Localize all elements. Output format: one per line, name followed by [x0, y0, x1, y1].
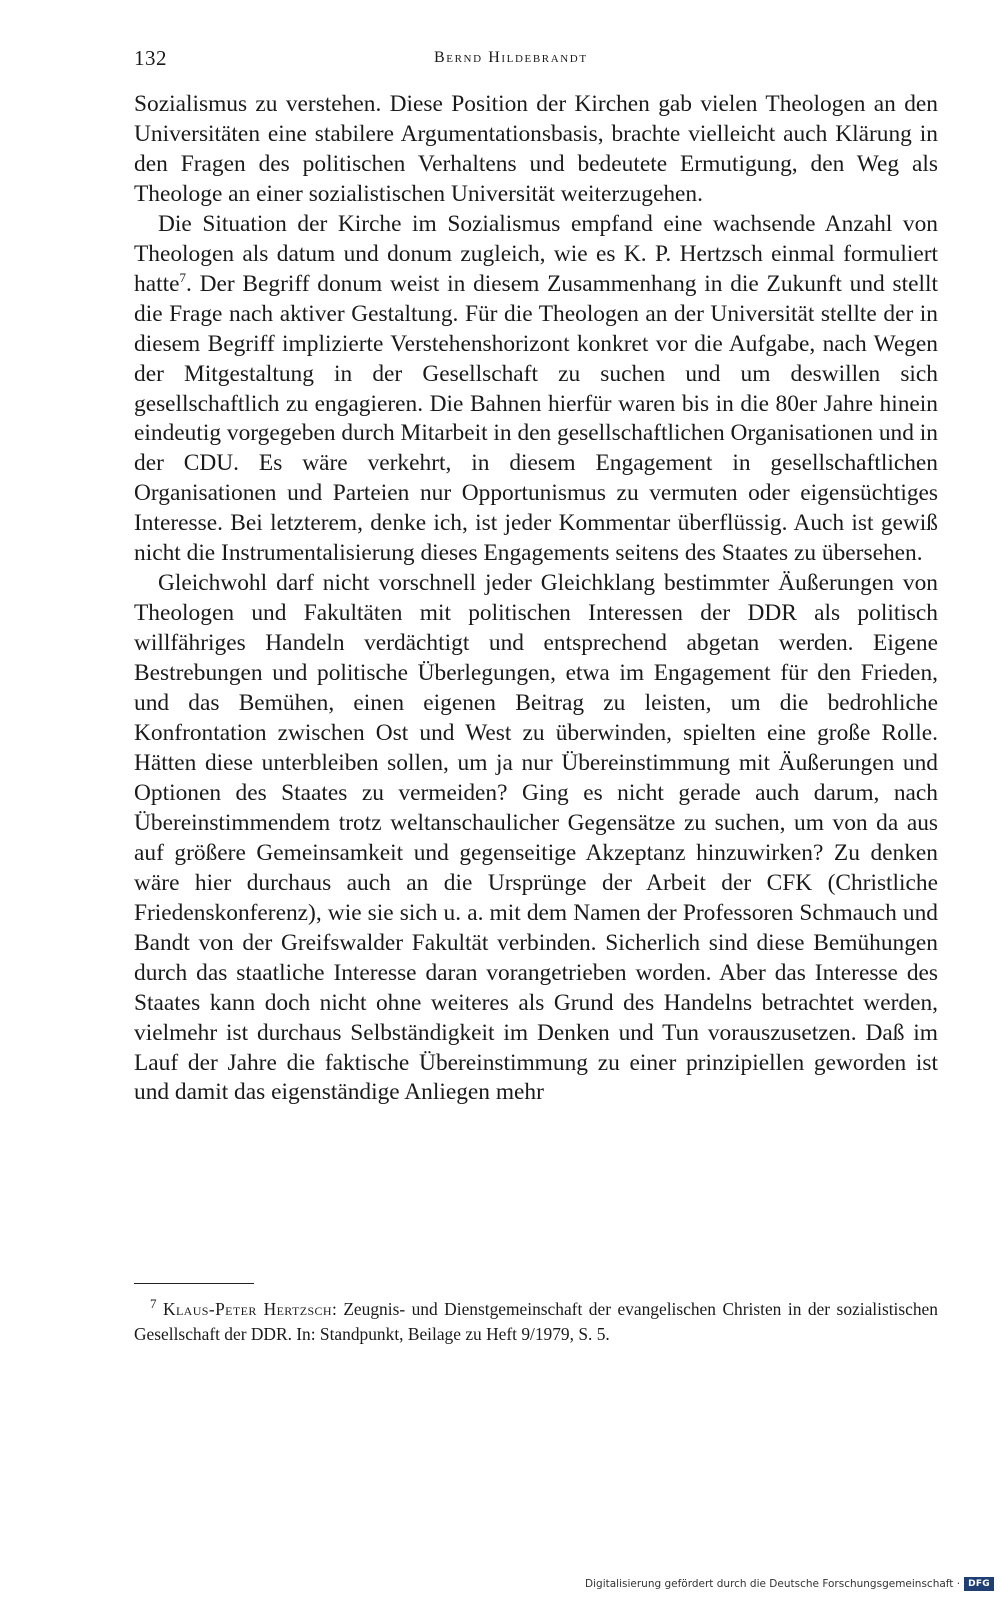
- footnote-text: : Zeugnis- und Dienstgemeinschaft der evangelischen Christen in der sozialistischen Gesellschaft der DDR. In: Standpunkt, Beilage zu Heft 9/1979, S. 5.: [134, 1299, 938, 1344]
- running-head: [134, 46, 934, 76]
- dfg-logo: DFG: [964, 1577, 994, 1591]
- paragraph-text: . Der Begriff donum weist in diesem Zusammenhang in die Zukunft und stellt die Frage nach aktiver Gestaltung. Für die Theologen an der Universität stellte der in diesem Begriff implizierte Verstehenshorizont konkret vor die Aufgabe, nach Wegen der Mitgestaltung in der Gesellschaft zu suchen und um deswillen sich gesellschaftlich zu engagieren. Die Bahnen hierfür waren bis in die 80er Jahre hinein eindeutig vorgegeben durch Mitarbeit in den gesellschaftlichen Organisationen und in der CDU. Es wäre verkehrt, in diesem Engagement in gesellschaftlichen Organisationen und Parteien nur Opportunismus zu vermuten oder eigensüchtiges Interesse. Bei letzterem, denke ich, ist jeder Kommentar überflüssig. Auch ist gewiß nicht die Instrumentalisierung dieses Engagements seitens des Staates zu übersehen.: [134, 270, 938, 567]
- paragraph: Gleichwohl darf nicht vorschnell jeder Gleichklang bestimmter Äußerungen von Theologen und Fakultäten mit politischen Interessen der DDR als politisch willfähriges Handeln verdächtigt und entsprechend abgetan werden. Eigene Bestrebungen und politische Überlegungen, etwa im Engagement für den Frieden, und das Bemühen, einen eigenen Beitrag zu leisten, um die bedrohliche Konfrontation zwischen Ost und West zu überwinden, spielten eine große Rolle. Hätten diese unterbleiben sollen, um ja nur Übereinstimmung mit Äußerungen und Optionen des Staates zu vermeiden? Ging es nicht gerade auch darum, nach Übereinstimmendem trotz weltanschaulicher Gegensätze zu suchen, um von da aus auf größere Gemeinsamkeit und gegenseitige Akzeptanz hinzuwirken? Zu denken wäre hier durchaus auch an die Ursprünge der Arbeit der CFK (Christliche Friedenskonferenz), wie sie sich u. a. mit dem Namen der Professoren Schmauch und Bandt von der Greifswalder Fakultät verbinden. Sicherlich sind diese Bemühungen durch das staatliche Interesse daran vorangetrieben worden. Aber das Interesse des Staates kann doch nicht ohne weiteres als Grund des Handelns betrachtet werden, vielmehr ist durchaus Selbständigkeit im Denken und Tun vorauszusetzen. Daß im Lauf der Jahre die faktische Übereinstimmung zu einer prinzipiellen geworden ist und damit das eigenständige Anliegen mehr: [134, 570, 938, 1106]
- paragraph: [134, 210, 938, 569]
- digitization-text: Digitalisierung gefördert durch die Deutsche Forschungsgemeinschaft ·: [585, 1578, 961, 1590]
- footnote-number: 7: [150, 1296, 157, 1312]
- body-text: [134, 90, 938, 1108]
- footnote: [134, 1297, 938, 1347]
- footnotes: [134, 1297, 938, 1347]
- footnote-separator: [134, 1283, 254, 1284]
- footnote-reference: 7: [179, 269, 186, 285]
- running-head-author: Bernd Hildebrandt: [434, 49, 588, 66]
- page-number: 132: [134, 46, 167, 70]
- footnote-author: Klaus-Peter Hertzsch: [162, 1299, 332, 1319]
- paragraph-text: Die Situation der Kirche im Sozialismus empfand eine wachsende Anzahl von Theologen als datum und donum zugleich, wie es K. P. Hertzsch einmal formuliert hatte: [134, 210, 938, 297]
- paragraph: Sozialismus zu verstehen. Diese Position der Kirchen gab vielen Theologen an den Universitäten eine stabilere Argumentationsbasis, brachte vielleicht auch Klärung in den Fragen des politischen Verhaltens und bedeutete Ermutigung, den Weg als Theologe an einer sozialistischen Universität weiterzugehen.: [134, 91, 938, 207]
- digitization-notice: [585, 1575, 994, 1593]
